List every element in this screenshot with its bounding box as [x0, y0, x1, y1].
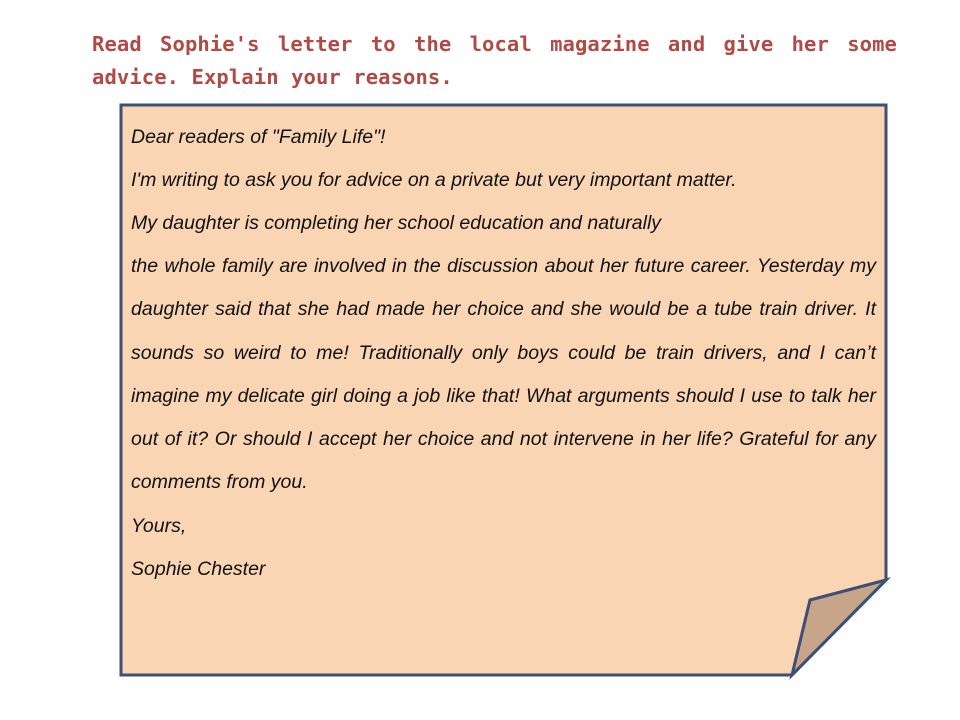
letter-closing: Yours, — [131, 514, 187, 537]
letter-text — [131, 116, 876, 591]
letter-signature: Sophie Chester — [131, 557, 266, 580]
letter-body: the whole family are involved in the discussion about her future career. Yesterday my daughter said that she had made her choice and she would be a tube train driver. It sounds so weird to me! Traditionally only boys could be train drivers, and I can’t imagine my delicate girl doing a job like that! What arguments should I use to talk her out of it? Or should I accept her choice and not intervene in her life? Grateful for any comments from you. — [131, 255, 876, 494]
letter-intro-line-2: My daughter is completing her school education and naturally — [131, 212, 662, 234]
letter-intro-line-1: I'm writing to ask you for advice on a private but very important matter. — [131, 169, 737, 191]
letter-greeting: Dear readers of "Family Life"! — [131, 126, 386, 148]
task-instructions: Read Sophie's letter to the local magazine and give her some advice. Explain your reasons. — [92, 32, 897, 89]
